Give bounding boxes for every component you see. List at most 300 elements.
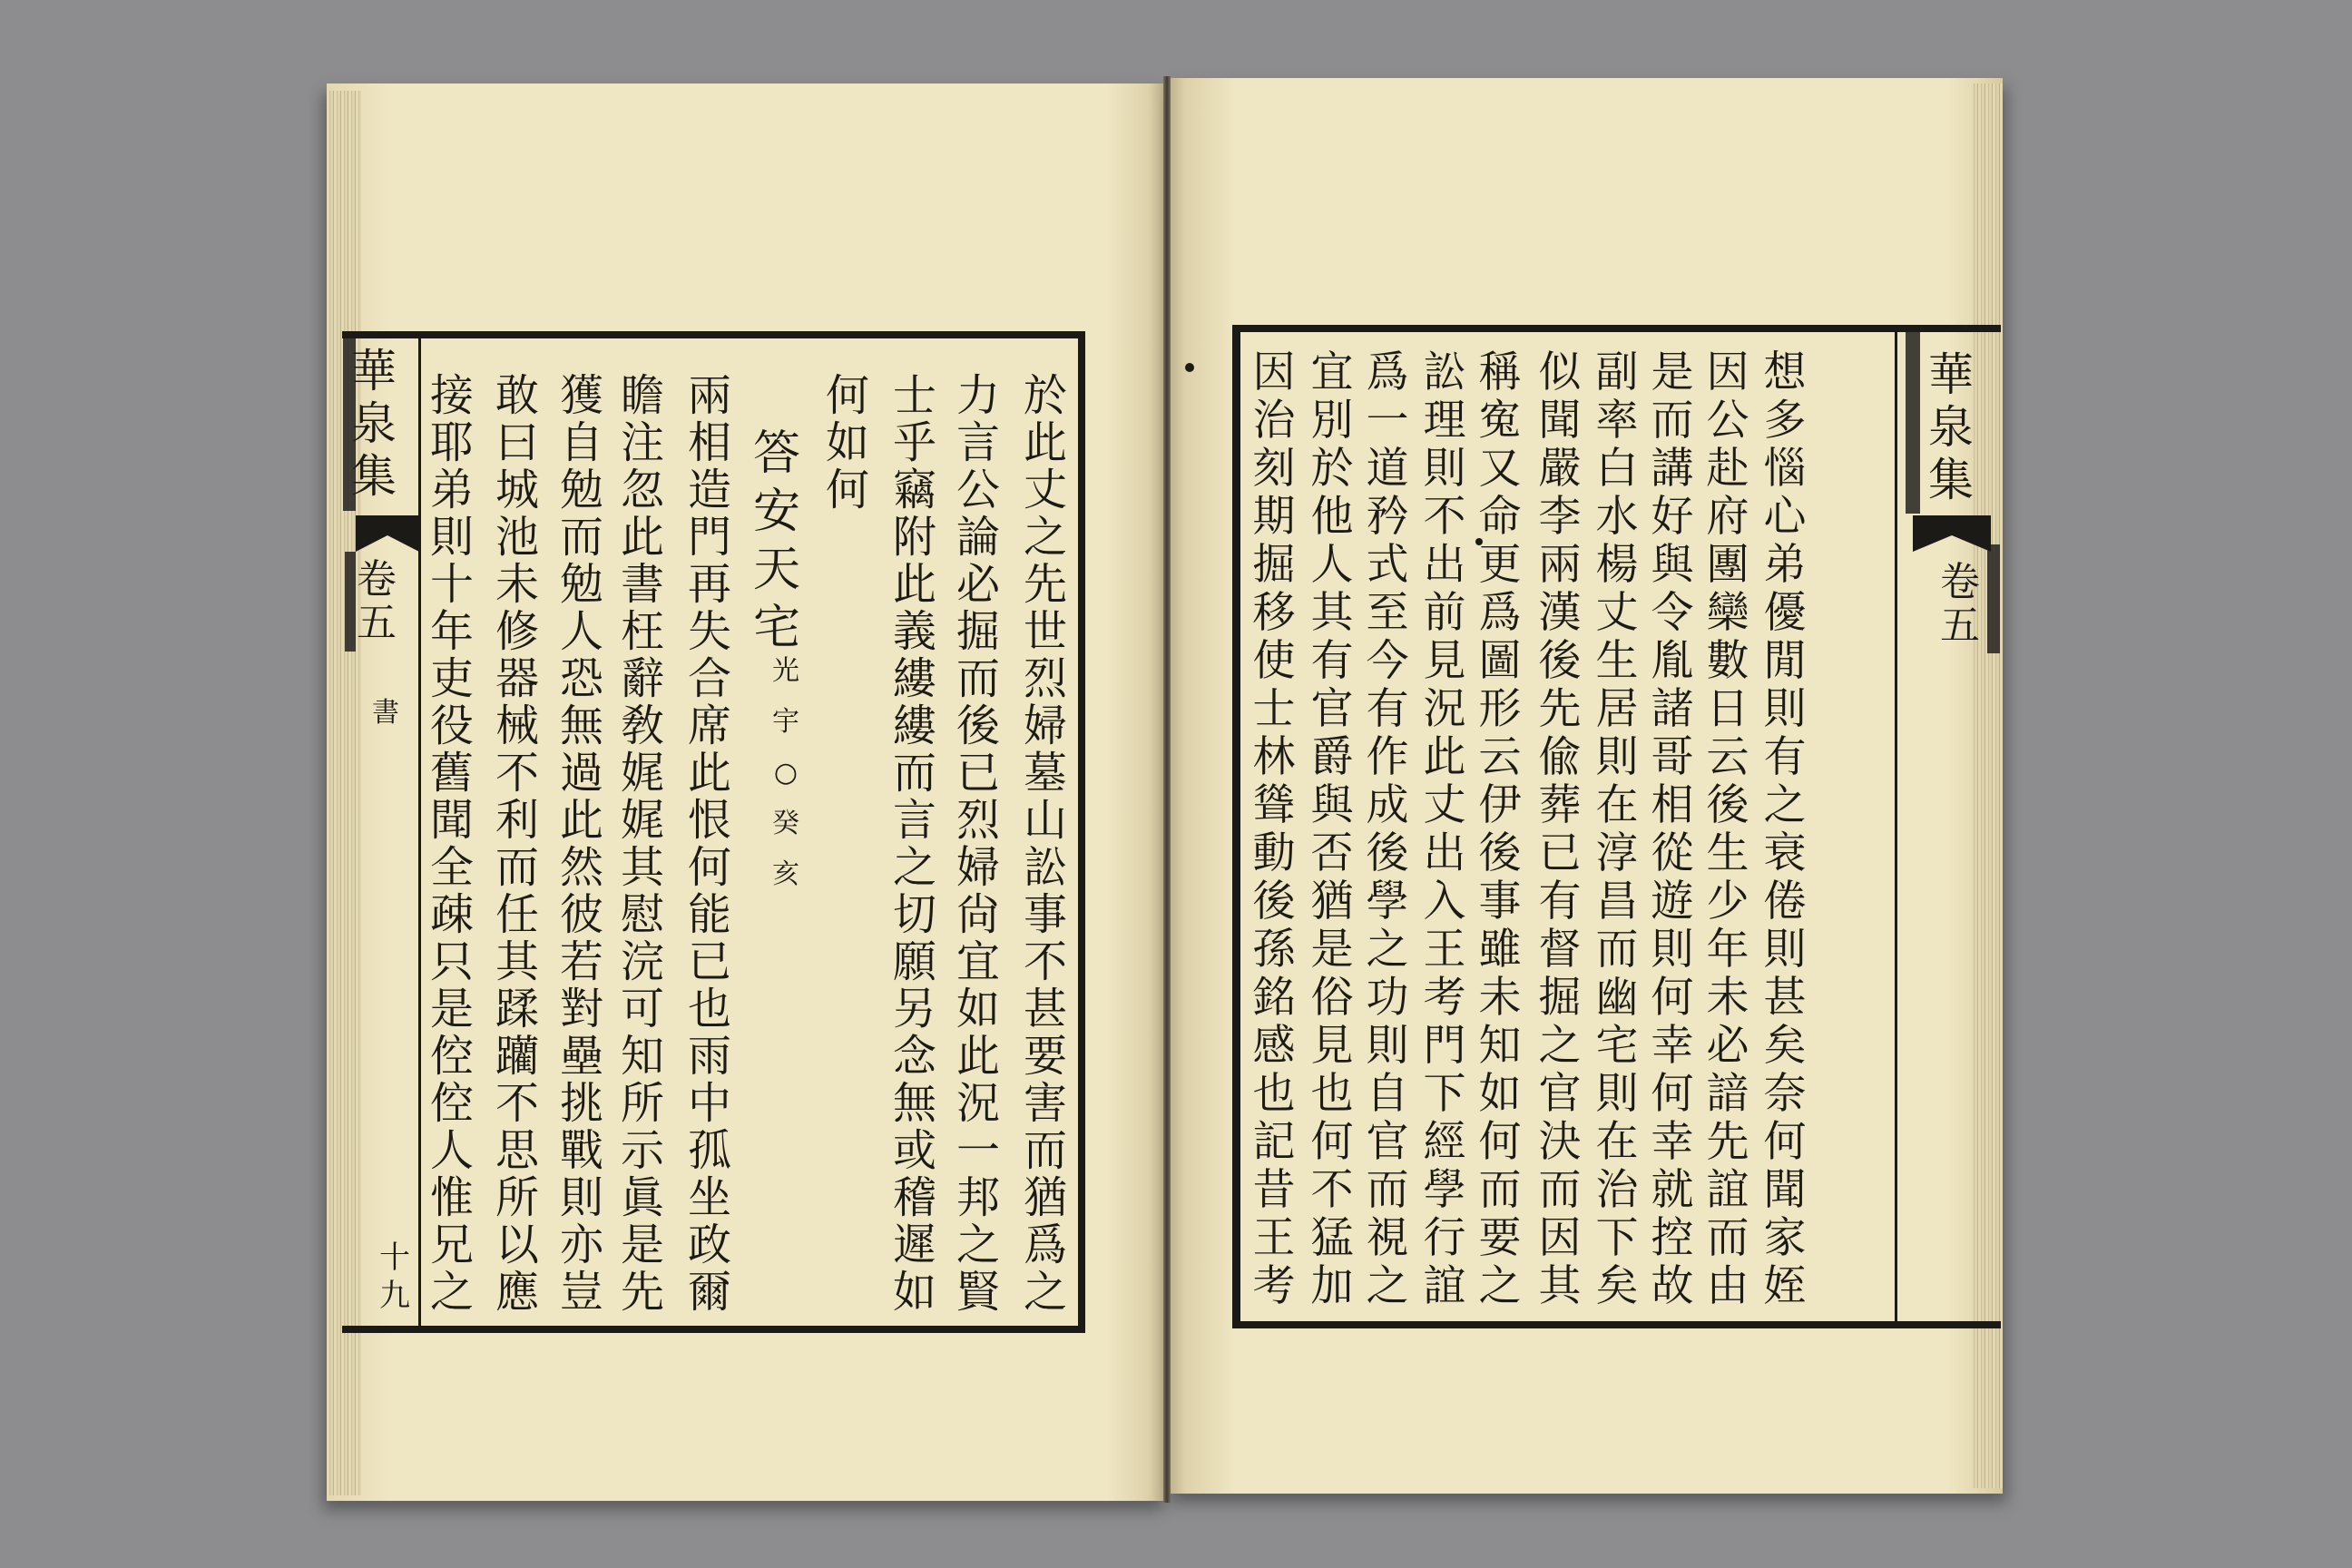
character-glyph: 稱	[1478, 348, 1522, 397]
character-glyph: 而	[892, 748, 936, 799]
character-glyph: 使	[1252, 636, 1296, 686]
character-glyph: 學	[1423, 1165, 1466, 1215]
character-glyph: 昔	[1252, 1165, 1296, 1215]
character-glyph: 之	[429, 1267, 474, 1318]
character-glyph: 衰	[1763, 828, 1807, 878]
character-glyph: 知	[1478, 1021, 1522, 1071]
character-glyph: 況	[956, 1078, 1000, 1129]
character-glyph: 有	[1538, 877, 1582, 926]
character-glyph: 修	[495, 606, 539, 657]
character-glyph: 赴	[1706, 444, 1749, 494]
character-glyph: 其	[495, 936, 539, 987]
character-glyph: 城	[495, 465, 539, 515]
character-glyph: 光	[772, 655, 799, 687]
left-page-edge-stack	[327, 91, 361, 1495]
character-glyph: 於	[1023, 370, 1067, 421]
character-glyph: 另	[892, 984, 936, 1034]
character-glyph: 心	[1763, 492, 1807, 542]
character-glyph: 泉	[1928, 401, 1974, 454]
character-glyph: 命	[1478, 492, 1522, 542]
character-glyph: 十	[429, 559, 474, 610]
character-glyph: 雨	[687, 1031, 731, 1082]
character-glyph: 有	[1310, 636, 1354, 686]
text-column	[1016, 372, 1074, 1316]
character-glyph: 此	[1023, 417, 1067, 468]
character-glyph: 居	[1595, 684, 1639, 734]
character-glyph: 造	[687, 465, 731, 515]
character-glyph: 團	[1706, 540, 1749, 590]
character-glyph: 漢	[1538, 588, 1582, 638]
character-glyph: 已	[956, 748, 1000, 799]
character-glyph: 恐	[559, 653, 603, 704]
character-glyph: 與	[1651, 540, 1694, 590]
character-glyph: 一	[956, 1125, 1000, 1176]
character-glyph: 蹂	[495, 984, 539, 1034]
character-glyph: 之	[1763, 780, 1807, 830]
character-glyph: 宅	[1595, 1021, 1639, 1071]
character-glyph: 已	[1538, 828, 1582, 878]
character-glyph: 曰	[495, 417, 539, 468]
character-glyph: 丈	[1423, 780, 1466, 830]
character-glyph: 先	[1023, 559, 1067, 610]
character-glyph: 書	[372, 697, 399, 729]
text-column	[1644, 348, 1700, 1310]
character-glyph: 入	[1423, 877, 1466, 926]
character-glyph: 更	[1478, 540, 1522, 590]
character-glyph: 刻	[1252, 444, 1296, 494]
character-glyph: 由	[1706, 1261, 1749, 1311]
character-glyph: 掘	[1252, 540, 1296, 590]
left-frame-bottom-border	[342, 1326, 1085, 1333]
character-glyph: 式	[1366, 540, 1409, 590]
character-glyph: 後	[1538, 636, 1582, 686]
character-glyph: 宜	[1310, 348, 1354, 397]
character-glyph: 宅	[752, 601, 800, 655]
character-glyph: 訟	[1023, 842, 1067, 893]
character-glyph: 所	[495, 1172, 539, 1223]
character-glyph: 倦	[1763, 877, 1807, 926]
character-glyph: 他	[1310, 492, 1354, 542]
character-glyph: 矣	[1763, 1021, 1807, 1071]
character-glyph: 役	[429, 701, 474, 751]
character-glyph: 壘	[559, 1031, 603, 1082]
character-glyph: 門	[687, 512, 731, 563]
right-fish-tail-mark	[1913, 515, 1991, 552]
character-glyph: 門	[1423, 1021, 1466, 1071]
character-glyph: 誼	[1423, 1261, 1466, 1311]
character-glyph: 李	[1538, 492, 1582, 542]
character-glyph: 遊	[1651, 877, 1694, 926]
character-glyph: 而	[1595, 925, 1639, 975]
character-glyph: 華	[1928, 348, 1974, 401]
character-glyph: 寃	[1478, 396, 1522, 446]
character-glyph: 恨	[687, 795, 731, 846]
character-glyph: 婦	[956, 842, 1000, 893]
character-glyph: 世	[1023, 606, 1067, 657]
character-glyph: 邦	[956, 1172, 1000, 1223]
character-glyph: 集	[351, 450, 397, 503]
character-glyph: 丈	[1023, 465, 1067, 515]
character-glyph: 決	[1538, 1117, 1582, 1167]
character-glyph: 縷	[892, 701, 936, 751]
letter-heading-title	[748, 425, 806, 657]
character-glyph: 宜	[956, 936, 1000, 987]
character-glyph: 枉	[620, 606, 664, 657]
character-glyph: 孤	[687, 1125, 731, 1176]
character-glyph: 安	[752, 485, 800, 539]
character-glyph: 豈	[559, 1267, 603, 1318]
character-glyph: 先	[620, 1267, 664, 1318]
character-glyph: 學	[1366, 877, 1409, 926]
character-glyph: 幽	[1595, 973, 1639, 1023]
character-glyph: 欒	[1706, 588, 1749, 638]
character-glyph: 宇	[772, 706, 799, 738]
character-glyph: 奈	[1763, 1069, 1807, 1119]
character-glyph: 政	[687, 1220, 731, 1270]
character-glyph: 合	[687, 653, 731, 704]
character-glyph: 多	[1763, 396, 1807, 446]
character-glyph: 官	[1310, 684, 1354, 734]
character-glyph: 其	[1310, 588, 1354, 638]
character-glyph: 其	[1538, 1261, 1582, 1311]
character-glyph: 辭	[620, 653, 664, 704]
character-glyph: 坐	[687, 1172, 731, 1223]
character-glyph: 水	[1595, 492, 1639, 542]
text-column	[488, 372, 546, 1316]
character-glyph: 然	[559, 842, 603, 893]
character-glyph: 則	[1763, 925, 1807, 975]
character-glyph: 白	[1595, 444, 1639, 494]
character-glyph: 此	[892, 559, 936, 610]
character-glyph: 理	[1423, 396, 1466, 446]
character-glyph: 而	[1706, 1213, 1749, 1263]
character-glyph: 胤	[1651, 636, 1694, 686]
character-glyph: 應	[495, 1267, 539, 1318]
character-glyph: 附	[892, 512, 936, 563]
character-glyph: 接	[429, 370, 474, 421]
character-glyph: 人	[1310, 540, 1354, 590]
character-glyph: 甚	[1023, 984, 1067, 1034]
character-glyph: 不	[495, 1078, 539, 1129]
character-glyph: 而	[1651, 396, 1694, 446]
character-glyph: 年	[1706, 925, 1749, 975]
character-glyph: 娓	[620, 795, 664, 846]
character-glyph: 惱	[1763, 444, 1807, 494]
character-glyph: 事	[1023, 889, 1067, 940]
character-glyph: 注	[620, 417, 664, 468]
character-glyph: 之	[956, 1220, 1000, 1270]
character-glyph: 生	[1706, 828, 1749, 878]
character-glyph: 後	[1478, 828, 1522, 878]
character-glyph: 兩	[1538, 540, 1582, 590]
character-glyph: 幸	[1651, 1021, 1694, 1071]
character-glyph: 行	[1423, 1213, 1466, 1263]
character-glyph: 力	[956, 370, 1000, 421]
character-glyph: 或	[892, 1125, 936, 1176]
character-glyph: 不	[495, 748, 539, 799]
character-glyph: 何	[1763, 1117, 1807, 1167]
character-glyph: 失	[687, 606, 731, 657]
character-glyph: 伊	[1478, 780, 1522, 830]
character-glyph: 閒	[1763, 636, 1807, 686]
right-frame-bottom-border	[1232, 1321, 2001, 1328]
character-glyph: 利	[495, 795, 539, 846]
character-glyph: 而	[495, 842, 539, 893]
character-glyph: 則	[429, 512, 474, 563]
character-glyph: 答	[752, 426, 800, 481]
character-glyph: 十	[379, 1240, 410, 1276]
character-glyph: 後	[956, 701, 1000, 751]
character-glyph: 因	[1706, 348, 1749, 397]
character-glyph: 聞	[1763, 1165, 1807, 1215]
character-glyph: 日	[1706, 684, 1749, 734]
character-glyph: 故	[1651, 1261, 1694, 1311]
character-glyph: 無	[892, 1078, 936, 1129]
character-glyph: 記	[1252, 1117, 1296, 1167]
character-glyph: 林	[1252, 732, 1296, 782]
character-glyph: 猶	[1023, 1172, 1067, 1223]
character-glyph: 烈	[1023, 653, 1067, 704]
character-glyph: 年	[429, 606, 474, 657]
book-spine-gutter	[1163, 76, 1171, 1503]
character-glyph: 府	[1706, 492, 1749, 542]
character-glyph: 烈	[956, 795, 1000, 846]
character-glyph: 之	[1478, 1261, 1522, 1311]
character-glyph: 忽	[620, 465, 664, 515]
character-glyph: 舊	[429, 748, 474, 799]
character-glyph: 瞻	[620, 370, 664, 421]
character-glyph: 圖	[1478, 636, 1522, 686]
right-strip-book-title	[1922, 348, 1980, 506]
text-column	[1472, 348, 1528, 1310]
character-glyph: 兩	[687, 370, 731, 421]
character-glyph: 弟	[1763, 540, 1807, 590]
character-glyph: 爾	[687, 1267, 731, 1318]
character-glyph: 經	[1423, 1117, 1466, 1167]
character-glyph: 倥	[429, 1078, 474, 1129]
character-glyph: 誼	[1706, 1165, 1749, 1215]
character-glyph: ○	[773, 757, 799, 789]
character-glyph: 率	[1595, 396, 1639, 446]
character-glyph: 之	[1023, 1267, 1067, 1318]
character-glyph: 而	[956, 653, 1000, 704]
character-glyph: 何	[1310, 1117, 1354, 1167]
character-glyph: 相	[1651, 780, 1694, 830]
character-glyph: 如	[825, 417, 869, 468]
character-glyph: 出	[1423, 828, 1466, 878]
character-glyph: 如	[1478, 1069, 1522, 1119]
character-glyph: 乎	[892, 417, 936, 468]
character-glyph: 而	[1366, 1165, 1409, 1215]
character-glyph: 況	[1423, 684, 1466, 734]
character-glyph: 數	[1706, 636, 1749, 686]
right-strip-volume	[1933, 561, 1987, 648]
character-glyph: 而	[1538, 1165, 1582, 1215]
character-glyph: 別	[1310, 396, 1354, 446]
character-glyph: 有	[1366, 684, 1409, 734]
character-glyph: 爵	[1310, 732, 1354, 782]
character-glyph: 似	[1538, 348, 1582, 397]
left-strip-volume	[349, 558, 404, 645]
character-glyph: 是	[429, 984, 474, 1034]
character-glyph: 感	[1252, 1021, 1296, 1071]
character-glyph: 加	[1310, 1261, 1354, 1311]
character-glyph: 可	[620, 984, 664, 1034]
character-glyph: 挑	[559, 1078, 603, 1129]
character-glyph: 遲	[892, 1220, 936, 1270]
character-glyph: 則	[1366, 1021, 1409, 1071]
character-glyph: 婦	[1023, 701, 1067, 751]
character-glyph: 矜	[1366, 492, 1409, 542]
character-glyph: 稽	[892, 1172, 936, 1223]
left-frame-top-border	[342, 331, 1085, 338]
character-glyph: 後	[1366, 828, 1409, 878]
character-glyph: 楊	[1595, 540, 1639, 590]
character-glyph: 任	[495, 889, 539, 940]
character-glyph: 也	[687, 984, 731, 1034]
character-glyph: 一	[1366, 396, 1409, 446]
character-glyph: 未	[495, 559, 539, 610]
character-glyph: 必	[1706, 1021, 1749, 1071]
character-glyph: 爲	[1366, 348, 1409, 397]
character-glyph: 敎	[620, 701, 664, 751]
character-glyph: 未	[1706, 973, 1749, 1023]
character-glyph: 下	[1423, 1069, 1466, 1119]
character-glyph: 中	[687, 1078, 731, 1129]
character-glyph: 願	[892, 936, 936, 987]
character-glyph: 考	[1252, 1261, 1296, 1311]
character-glyph: 自	[1366, 1069, 1409, 1119]
text-column	[1532, 348, 1588, 1310]
character-glyph: 池	[495, 512, 539, 563]
character-glyph: 此	[559, 795, 603, 846]
character-glyph: 勉	[559, 465, 603, 515]
character-glyph: 俗	[1310, 973, 1354, 1023]
character-glyph: 公	[956, 465, 1000, 515]
character-glyph: 在	[1595, 780, 1639, 830]
character-glyph: 云	[1706, 732, 1749, 782]
character-glyph: 則	[1595, 1069, 1639, 1119]
character-glyph: 作	[1366, 732, 1409, 782]
character-glyph: 再	[687, 559, 731, 610]
character-glyph: 雖	[1478, 925, 1522, 975]
character-glyph: 獲	[559, 370, 603, 421]
text-column	[1304, 348, 1360, 1310]
character-glyph: 成	[1366, 780, 1409, 830]
text-column	[553, 372, 611, 1316]
character-glyph: 要	[1478, 1213, 1522, 1263]
right-strip-black-band	[1987, 544, 2000, 653]
character-glyph: 何	[1651, 973, 1694, 1023]
character-glyph: 對	[559, 984, 603, 1034]
character-glyph: 彼	[559, 889, 603, 940]
character-glyph: 是	[620, 1220, 664, 1270]
margin-dot-mark	[1185, 363, 1194, 372]
character-glyph: 耶	[429, 417, 474, 468]
character-glyph: 聞	[429, 795, 474, 846]
text-column	[1359, 348, 1416, 1310]
character-glyph: 言	[956, 417, 1000, 468]
character-glyph: 是	[1651, 348, 1694, 397]
character-glyph: 而	[559, 512, 603, 563]
character-glyph: 吏	[429, 653, 474, 704]
right-margin-strip-divider	[1895, 332, 1897, 1321]
character-glyph: 此	[1423, 732, 1466, 782]
character-glyph: 之	[892, 842, 936, 893]
character-glyph: 少	[1706, 877, 1749, 926]
character-glyph: 優	[1763, 588, 1807, 638]
character-glyph: 生	[1595, 636, 1639, 686]
character-glyph: 聳	[1252, 780, 1296, 830]
character-glyph: 泉	[351, 397, 397, 450]
character-glyph: 王	[1423, 925, 1466, 975]
character-glyph: 今	[1366, 636, 1409, 686]
text-column	[1416, 348, 1473, 1310]
right-frame-top-border	[1232, 325, 2001, 332]
character-glyph: 治	[1595, 1165, 1639, 1215]
character-glyph: 全	[429, 842, 474, 893]
character-glyph: 之	[1366, 1261, 1409, 1311]
character-glyph: 不	[1023, 936, 1067, 987]
character-glyph: 癸	[772, 808, 799, 839]
character-glyph: 嚴	[1538, 444, 1582, 494]
character-glyph: 五	[1940, 603, 1980, 649]
character-glyph: 賢	[956, 1267, 1000, 1318]
character-glyph: 出	[1423, 540, 1466, 590]
character-glyph: 勉	[559, 559, 603, 610]
character-glyph: 於	[1310, 444, 1354, 494]
character-glyph: 士	[1252, 684, 1296, 734]
character-glyph: 督	[1538, 925, 1582, 975]
letter-heading-note	[768, 646, 804, 900]
character-glyph: 則	[1595, 732, 1639, 782]
character-glyph: 尙	[956, 889, 1000, 940]
character-glyph: 治	[1252, 396, 1296, 446]
character-glyph: 集	[1928, 454, 1974, 506]
character-glyph: 何	[1478, 1117, 1522, 1167]
character-glyph: 要	[1023, 1031, 1067, 1082]
character-glyph: 先	[1706, 1117, 1749, 1167]
character-glyph: 如	[892, 1267, 936, 1318]
character-glyph: 天	[752, 543, 800, 597]
text-column	[949, 372, 1007, 1316]
character-glyph: 云	[1478, 732, 1522, 782]
left-margin-strip-divider	[418, 338, 421, 1327]
character-glyph: 切	[892, 889, 936, 940]
character-glyph: 兄	[429, 1220, 474, 1270]
character-glyph: 而	[1023, 1125, 1067, 1176]
character-glyph: 必	[956, 559, 1000, 610]
character-glyph: 論	[956, 512, 1000, 563]
character-glyph: 能	[687, 889, 731, 940]
character-glyph: 下	[1595, 1213, 1639, 1263]
character-glyph: 諸	[1651, 684, 1694, 734]
character-glyph: 期	[1252, 492, 1296, 542]
text-column	[681, 372, 739, 1316]
character-glyph: 見	[1423, 636, 1466, 686]
character-glyph: 而	[1478, 1165, 1522, 1215]
character-glyph: 幸	[1651, 1117, 1694, 1167]
right-page-edge-stack	[1971, 83, 2003, 1488]
character-glyph: 躪	[495, 1031, 539, 1082]
character-glyph: 書	[620, 559, 664, 610]
character-glyph: 訟	[1423, 348, 1466, 397]
character-glyph: 哥	[1651, 732, 1694, 782]
character-glyph: 考	[1423, 973, 1466, 1023]
character-glyph: 因	[1252, 348, 1296, 397]
character-glyph: 否	[1310, 828, 1354, 878]
text-column	[423, 372, 481, 1316]
